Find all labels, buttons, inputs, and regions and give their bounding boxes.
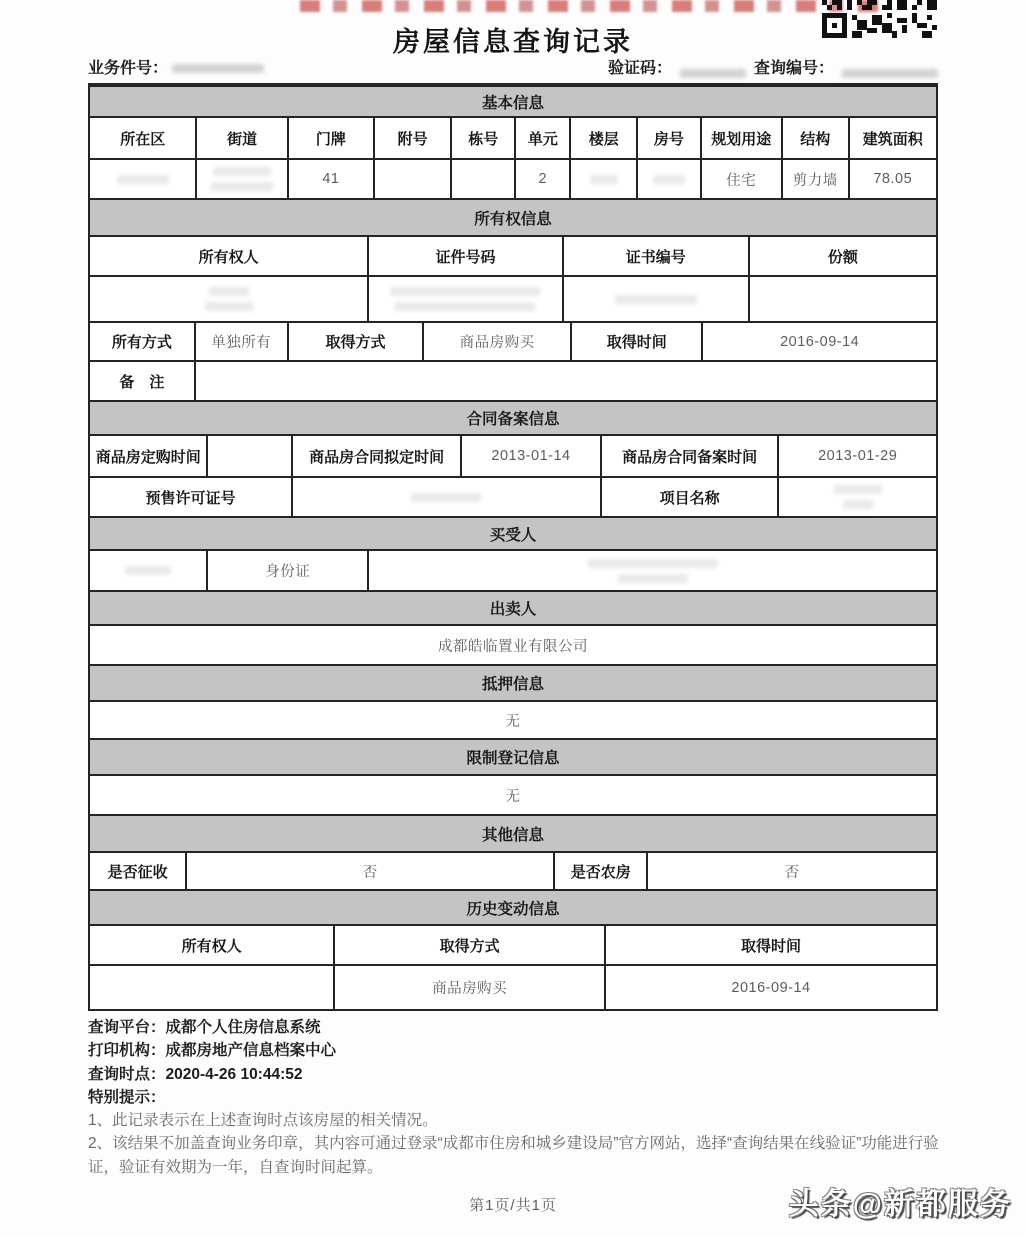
- presale-permit-value: [293, 478, 602, 516]
- order-time-label: 商品房定购时间: [90, 436, 208, 476]
- hist-acquire-mode-value: 商品房购买: [335, 966, 606, 1009]
- cell-district: [90, 160, 197, 198]
- rural-house-value: 否: [784, 864, 800, 881]
- query-no-redacted-value: [842, 69, 938, 78]
- remark-row: [90, 362, 936, 402]
- order-time-value: [208, 436, 293, 476]
- remark-label: 备 注: [90, 362, 196, 400]
- basic-info-header-row: [90, 118, 936, 160]
- col-header-unit: 单元: [516, 118, 571, 158]
- cell-sub-no: [375, 160, 452, 198]
- cell-owner-name: [90, 277, 369, 321]
- toutiao-watermark: 头条@新都服务: [788, 1188, 1012, 1221]
- project-name-label: 项目名称: [602, 478, 780, 516]
- contract-times-row: [90, 436, 936, 478]
- draft-time-value: 2013-01-14: [462, 436, 602, 476]
- col-header-share: 份额: [827, 248, 858, 266]
- col-header-id-number: 证件号码: [369, 237, 564, 275]
- project-name-value: [779, 478, 936, 516]
- restriction-row: [90, 776, 936, 816]
- verify-code-label: 验证码：: [607, 60, 672, 77]
- record-time-label: 商品房合同备案时间: [602, 436, 780, 476]
- cell-owner-id-number: [369, 277, 564, 321]
- acquire-time-value: 2016-09-14: [780, 333, 860, 350]
- business-no: [88, 55, 264, 78]
- mortgage-value: 无: [505, 713, 521, 730]
- history-header-row: [90, 926, 936, 966]
- ownership-mode-row: [90, 323, 936, 362]
- query-time-line: 查询时点：2020-4-26 10:44:52: [88, 1065, 303, 1083]
- record-time-value: 2013-01-29: [818, 448, 898, 464]
- remark-value: [196, 362, 936, 400]
- query-platform-line: 查询平台：成都个人住房信息系统: [88, 1019, 321, 1036]
- acquire-mode-value: 商品房购买: [424, 323, 572, 360]
- notice-item-2: 2、该结果不加盖查询业务印章，其内容可通过登录“成都市住房和城乡建设局”官方网站，选择“查询结果在线验证”功能进行验证，验证有效期为一年，自查询时间起算。: [88, 1135, 939, 1176]
- col-header-room-no: 房号: [638, 118, 701, 158]
- hist-col-acquire-time: 取得时间: [741, 937, 802, 955]
- col-header-building-no: 栋号: [452, 118, 516, 158]
- cell-building-no: [452, 160, 516, 198]
- basic-info-value-row: [90, 160, 936, 200]
- document-title: 房屋信息查询记录: [393, 27, 633, 57]
- section-title-ownership-info: 所有权信息: [90, 200, 936, 237]
- mortgage-row: [90, 702, 936, 740]
- business-no-label: 业务件号：: [88, 60, 169, 77]
- section-title-contract-record-info: 合同备案信息: [90, 402, 936, 436]
- buyer-row: [90, 551, 936, 592]
- ownership-value-row: [90, 277, 936, 323]
- buyer-id-type: 身份证: [208, 551, 369, 590]
- cell-floor-area: 78.05: [873, 171, 913, 187]
- seller-name: 成都皓临置业有限公司: [438, 638, 588, 655]
- draft-time-label: 商品房合同拟定时间: [293, 436, 462, 476]
- buyer-name: [90, 551, 208, 590]
- acquire-time-label: 取得时间: [572, 323, 703, 360]
- col-header-structure: 结构: [783, 118, 850, 158]
- section-title-buyer: 买受人: [90, 518, 936, 551]
- section-title-basic-info: 基本信息: [90, 87, 936, 118]
- ownership-header-row: [90, 237, 936, 277]
- query-no-label: 查询编号：: [753, 60, 834, 77]
- cell-room-no: [638, 160, 701, 198]
- verify-and-query-no: [608, 55, 938, 78]
- cropped-red-stamp-text: [300, 0, 890, 12]
- col-header-floor-area: 建筑面积: [862, 130, 923, 148]
- other-info-row: [90, 853, 936, 891]
- rural-house-label: 是否农房: [555, 853, 648, 889]
- record-table: [88, 85, 938, 1011]
- col-header-sub-no: 附号: [375, 118, 452, 158]
- page-indicator: 第1页/共1页: [469, 1197, 557, 1214]
- cell-door-plate: 41: [289, 160, 375, 198]
- cell-unit: 2: [516, 160, 571, 198]
- section-title-mortgage-info: 抵押信息: [90, 666, 936, 702]
- history-value-row: [90, 966, 936, 1009]
- hist-acquire-time-value: 2016-09-14: [731, 979, 811, 996]
- cell-certificate-no: [564, 277, 750, 321]
- business-no-redacted-value: [172, 64, 264, 73]
- cell-structure: 剪力墙: [783, 160, 850, 198]
- presale-permit-label: 预售许可证号: [90, 478, 293, 516]
- presale-project-row: [90, 478, 936, 518]
- acquire-mode-label: 取得方式: [289, 323, 424, 360]
- expropriation-label: 是否征收: [90, 853, 187, 889]
- own-mode-label: 所有方式: [90, 323, 196, 360]
- special-notice-title: 特别提示：: [88, 1088, 166, 1106]
- hist-col-acquire-mode: 取得方式: [335, 926, 606, 964]
- cell-share: [750, 277, 936, 321]
- verify-code-redacted-value: [680, 69, 746, 78]
- col-header-district: 所在区: [90, 118, 197, 158]
- section-title-history-info: 历史变动信息: [90, 891, 936, 926]
- footer-notes: [88, 1016, 940, 1179]
- restriction-value: 无: [505, 788, 521, 805]
- cell-floor: [571, 160, 638, 198]
- buyer-id-number: [369, 551, 936, 590]
- seller-row: [90, 626, 936, 666]
- col-header-owner: 所有权人: [90, 237, 369, 275]
- col-header-street: 街道: [197, 118, 288, 158]
- document-meta-row: [88, 55, 938, 85]
- col-header-certificate-no: 证书编号: [564, 237, 750, 275]
- cell-street: [197, 160, 288, 198]
- notice-item-1: 1、此记录表示在上述查询时点该房屋的相关情况。: [88, 1112, 438, 1129]
- cell-planned-use: 住宅: [702, 160, 783, 198]
- hist-owner-value: [90, 966, 335, 1009]
- col-header-planned-use: 规划用途: [702, 118, 783, 158]
- col-header-floor: 楼层: [571, 118, 638, 158]
- own-mode-value: 单独所有: [196, 323, 289, 360]
- col-header-door-plate: 门牌: [289, 118, 375, 158]
- section-title-other-info: 其他信息: [90, 816, 936, 853]
- section-title-seller: 出卖人: [90, 592, 936, 626]
- hist-col-owner: 所有权人: [90, 926, 335, 964]
- print-agency-line: 打印机构：成都房地产信息档案中心: [88, 1042, 337, 1060]
- section-title-restriction-info: 限制登记信息: [90, 740, 936, 776]
- expropriation-value: 否: [187, 853, 555, 889]
